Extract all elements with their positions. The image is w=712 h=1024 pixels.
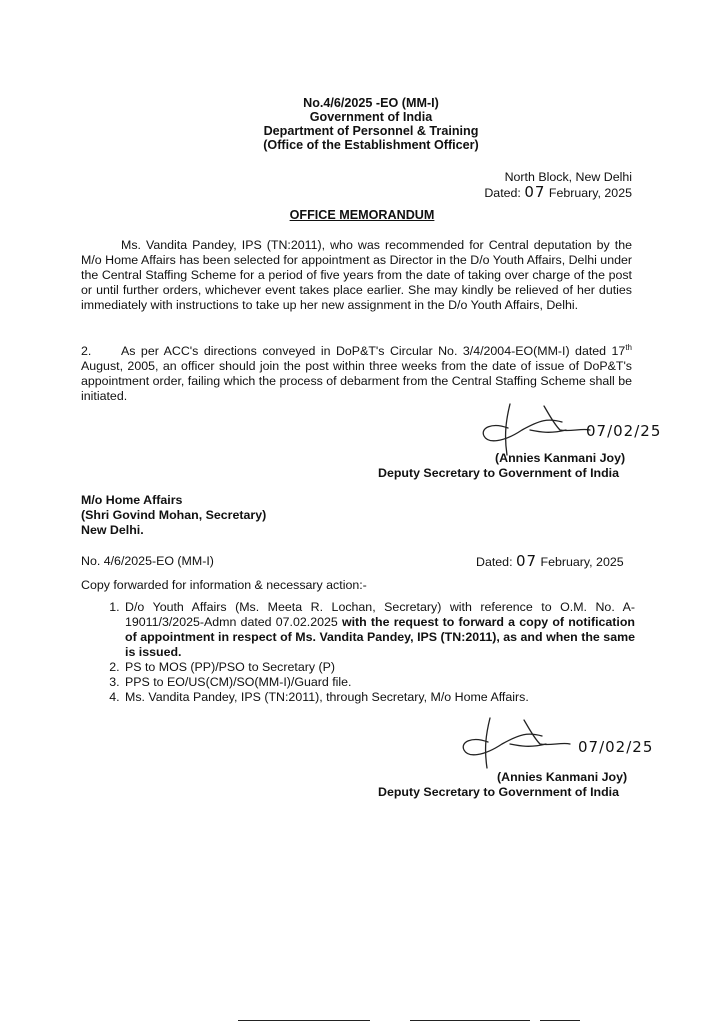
copy-dated-day-handwritten: 07 xyxy=(515,552,538,570)
addressee-block xyxy=(81,493,266,538)
department-name: Department of Personnel & Training xyxy=(263,124,479,138)
addressee-line-1: M/o Home Affairs xyxy=(81,493,183,507)
copy-dated-rest: February, 2025 xyxy=(540,555,624,569)
dated-month-year: February, 2025 xyxy=(548,186,632,200)
para2-superscript: th xyxy=(625,342,632,352)
date-line xyxy=(332,185,632,201)
footer-rule-1 xyxy=(238,1020,370,1021)
copy-item-2: 2. PS to MOS (PP)/PSO to Secretary (P) xyxy=(123,660,635,675)
copy-item-1-bold: with the request to forward a copy of notification of appointment in respect of Ms. Vandita Pandey, IPS (TN:2011), as and when the same is issued. xyxy=(125,615,636,659)
government-name: Government of India xyxy=(309,110,433,124)
document-title: OFFICE MEMORANDUM xyxy=(289,208,435,222)
dated-label: Dated: xyxy=(484,186,521,200)
para2-text-a: As per ACC's directions conveyed in DoP&T's Circular No. 3/4/2004-EO(MM-I) dated 17 xyxy=(121,344,626,358)
copy-item-3: 3. PPS to EO/US(CM)/SO(MM-I)/Guard file. xyxy=(123,675,635,690)
para2-text-b: August, 2005, an officer should join the post within three weeks from the date of issue of DoP&T's appointment order, failing which the process of debarment from the Central Staffing Scheme shall be initiated. xyxy=(81,359,632,403)
addressee-line-2: (Shri Govind Mohan, Secretary) xyxy=(81,508,267,522)
copy-date-line xyxy=(476,554,624,570)
signature-2-date: 07/02/25 xyxy=(578,738,654,756)
paragraph-1: Ms. Vandita Pandey, IPS (TN:2011), who was recommended for Central deputation by the M/o Home Affairs has been selected for appointment as Director in the D/o Youth Affairs, Delhi under the Central Staffing Scheme for a period of five years from the date of taking over charge of the post or until further orders, whichever event takes place earlier. She may kindly be relieved of her duties immediately with instructions to take up her new assignment in the D/o Youth Affairs, Delhi. xyxy=(81,238,632,312)
dated-day-handwritten: 07 xyxy=(524,183,546,201)
office-name: (Office of the Establishment Officer) xyxy=(263,138,479,152)
addressee-line-3: New Delhi. xyxy=(81,523,144,537)
place-date-block xyxy=(332,170,632,201)
copy-intro: Copy forwarded for information & necessary action:- xyxy=(81,578,367,592)
place: North Block, New Delhi xyxy=(504,170,632,184)
signature-1-title: Deputy Secretary to Government of India xyxy=(378,466,619,480)
copy-item-4: 4. Ms. Vandita Pandey, IPS (TN:2011), through Secretary, M/o Home Affairs. xyxy=(123,690,635,705)
file-number: No.4/6/2025 -EO (MM-I) xyxy=(303,96,439,110)
title-wrap xyxy=(0,208,712,223)
copy-file-number: No. 4/6/2025-EO (MM-I) xyxy=(81,554,214,568)
paragraph-2 xyxy=(81,344,632,404)
signature-1-name: (Annies Kanmani Joy) xyxy=(495,451,626,465)
signature-2-title: Deputy Secretary to Government of India xyxy=(378,785,619,799)
footer-rule-3 xyxy=(540,1020,580,1021)
letter-header xyxy=(0,96,712,152)
copy-item-1 xyxy=(123,600,635,660)
signature-1-date: 07/02/25 xyxy=(586,422,662,440)
copy-list xyxy=(101,600,635,705)
copy-dated-label: Dated: xyxy=(476,555,513,569)
footer-rule-2 xyxy=(410,1020,530,1021)
signature-2-name: (Annies Kanmani Joy) xyxy=(497,770,628,784)
copy-item-1-text: D/o Youth Affairs (Ms. Meeta R. Lochan, Secretary) with reference to O.M. No. A-19011/3/2025-Admn dated 07.02.2025 xyxy=(125,600,635,629)
para2-number: 2. xyxy=(81,344,92,358)
